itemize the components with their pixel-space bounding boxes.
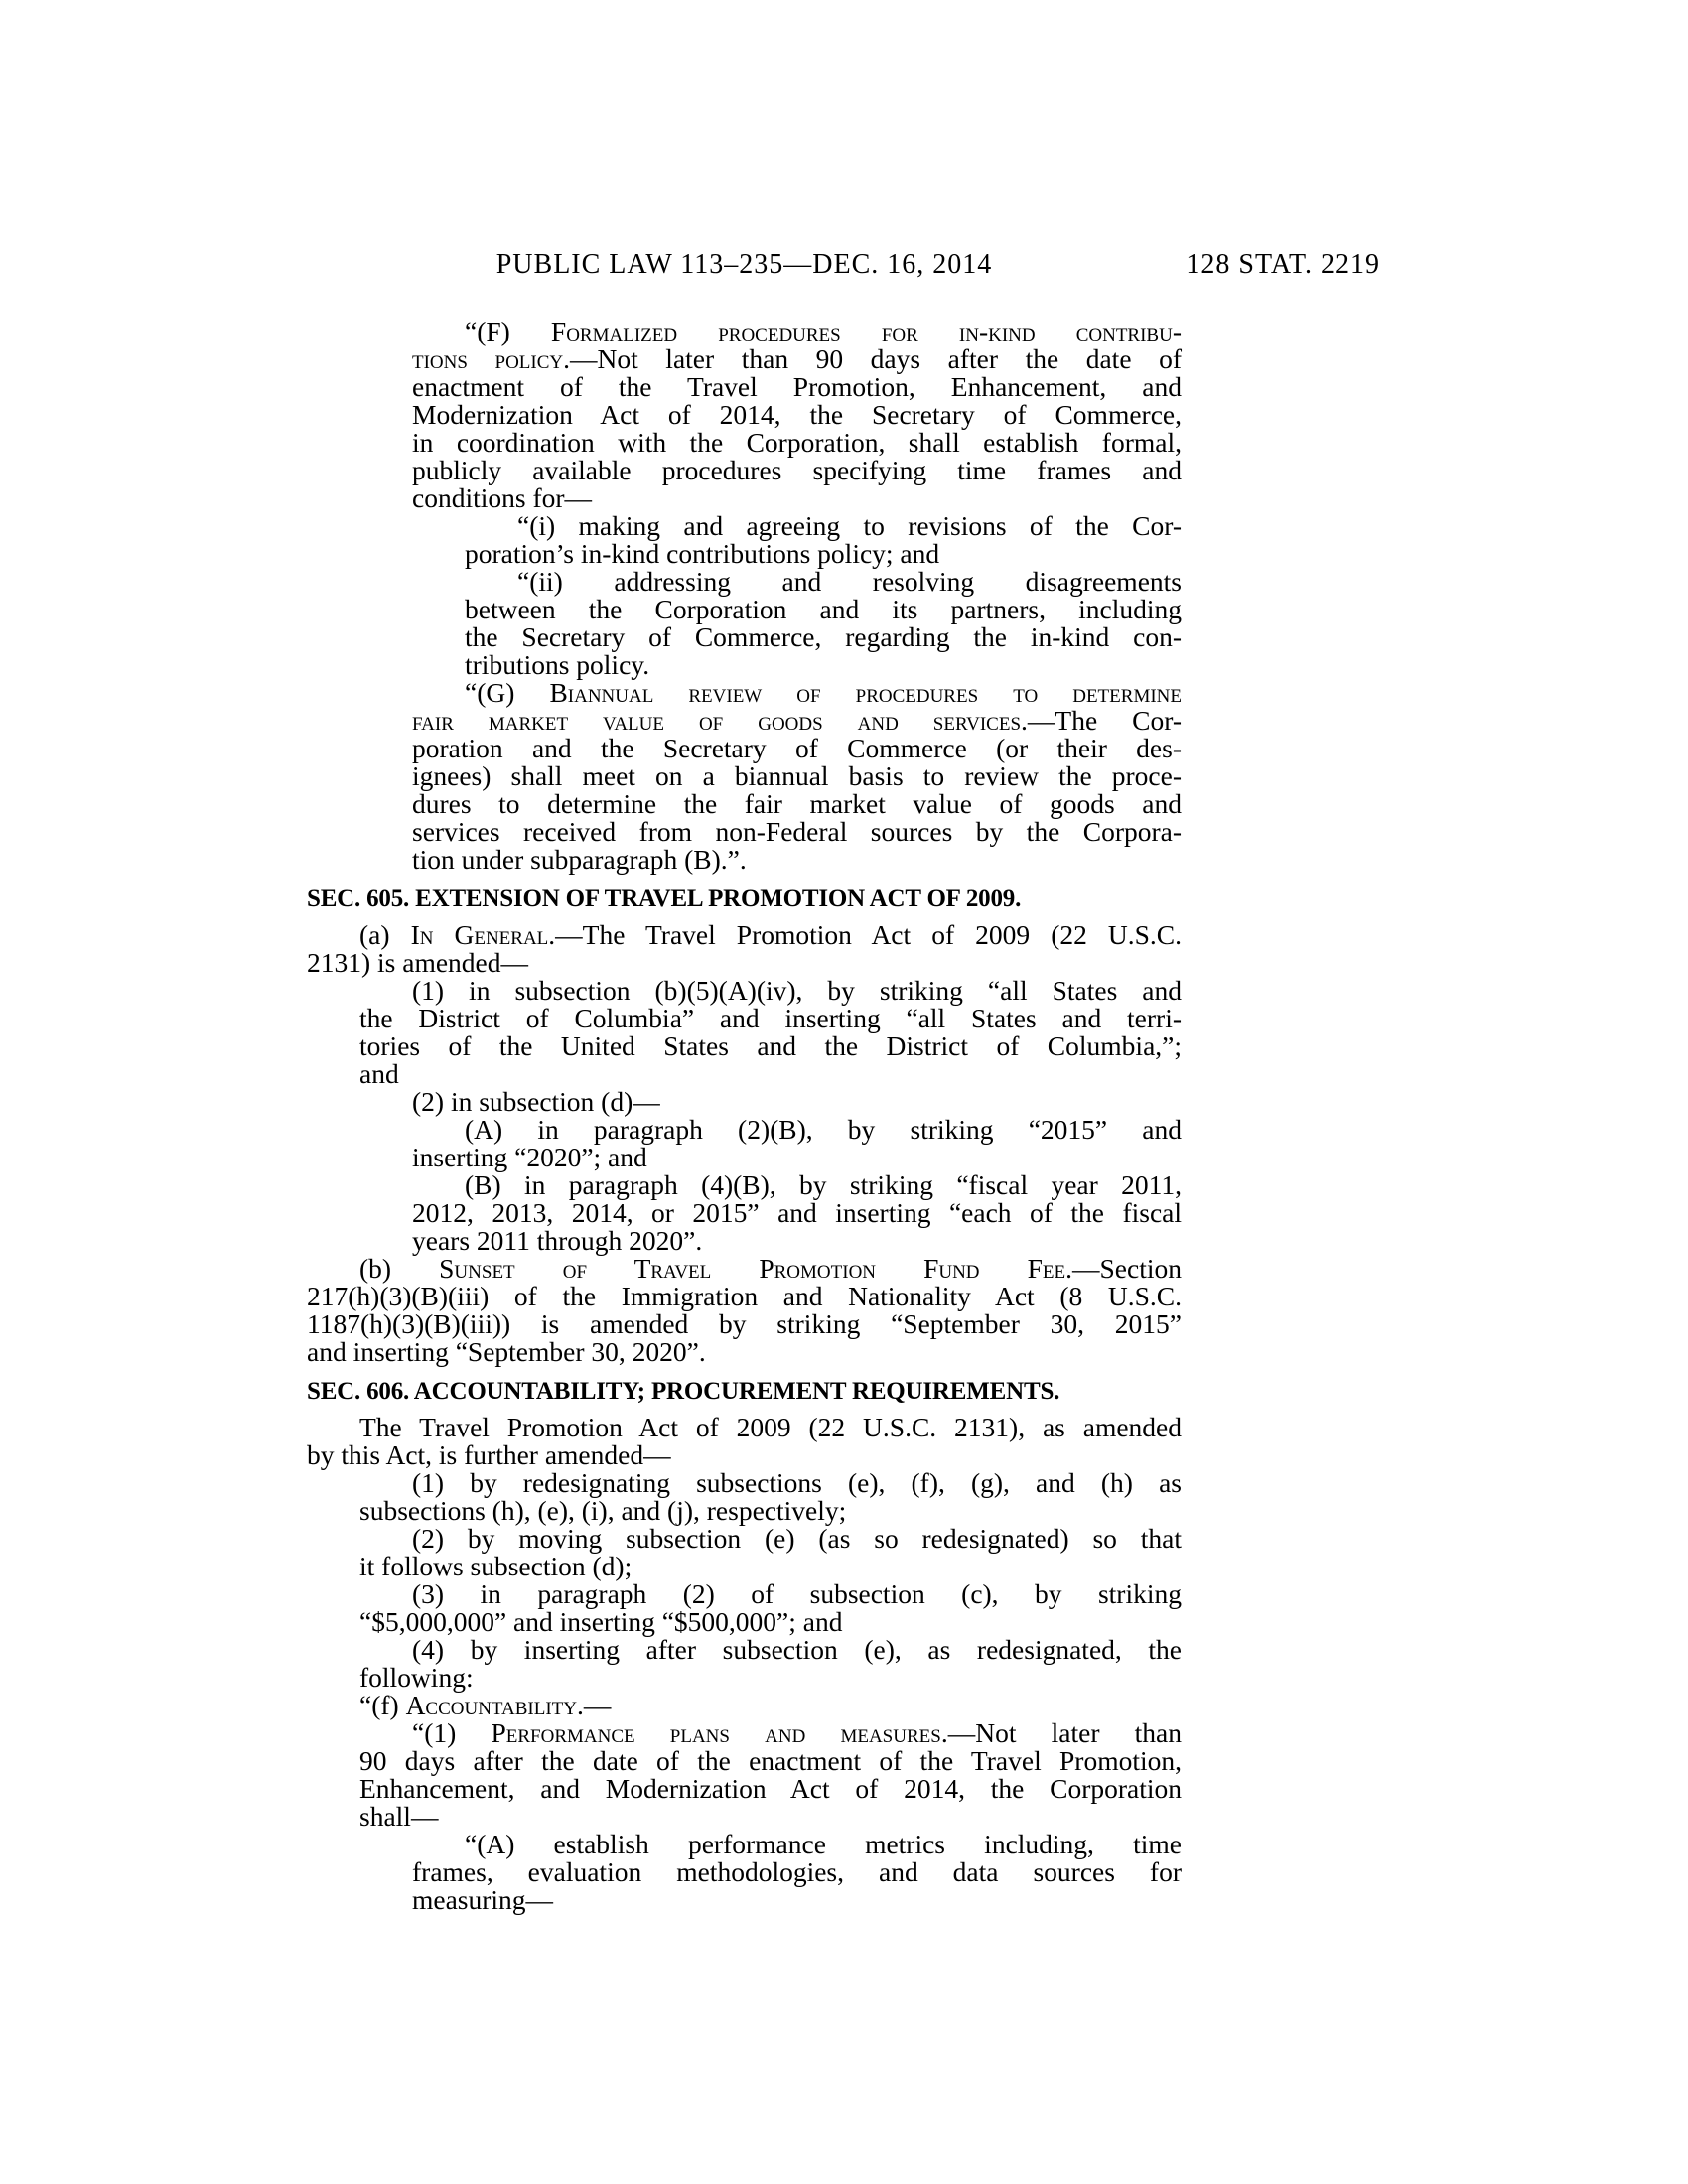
text-run: —The Cor- [1027, 705, 1182, 736]
sec606-f [307, 1692, 1182, 1719]
running-header-stat-page-number: 128 STAT. 2219 [1186, 249, 1380, 280]
text-line [307, 1469, 1182, 1497]
text-run: dures to determine the fair market value of goods and [412, 788, 1182, 819]
text-run: frames, evaluation methodologies, and data sources for [412, 1856, 1182, 1887]
small-caps-run: tions policy. [412, 343, 570, 374]
running-header-law-title: PUBLIC LAW 113–235—DEC. 16, 2014 [495, 249, 993, 280]
text-line [307, 1414, 1182, 1441]
text-line [307, 1608, 1182, 1636]
text-line [307, 484, 1182, 512]
text-line [307, 1227, 1182, 1255]
sec606-intro [307, 1414, 1182, 1469]
sec606-1 [307, 1469, 1182, 1525]
sec605-a2B [307, 1171, 1182, 1255]
small-caps-run: Performance plans and measures. [491, 1717, 948, 1748]
text-run: (3) in paragraph (2) of subsection (c), by striking [412, 1578, 1182, 1609]
sec605-a1 [307, 977, 1182, 1088]
subparagraph-F [307, 318, 1182, 512]
text-run: 90 days after the date of the enactment of the Travel Promotion, [359, 1745, 1182, 1776]
text-run: between the Corporation and its partners, including [465, 594, 1182, 624]
clause-ii [307, 568, 1182, 679]
sec605-a2 [307, 1088, 1182, 1116]
text-run: (A) in paragraph (2)(B), by striking “2015” and [465, 1114, 1182, 1145]
small-caps-run: Accountability. [405, 1690, 584, 1720]
text-run: poration’s in-kind contributions policy; and [465, 538, 940, 569]
text-run: poration and the Secretary of Commerce (or their des- [412, 733, 1182, 763]
sec605-a [307, 921, 1182, 977]
text-run: inserting “2020”; and [412, 1142, 647, 1172]
text-run: —Not later than [947, 1717, 1182, 1748]
sec606-f1A [307, 1831, 1182, 1914]
text-run: publicly available procedures specifying time frames and [412, 455, 1182, 485]
text-run: in coordination with the Corporation, shall establish formal, [412, 427, 1182, 458]
text-run: and inserting “September 30, 2020”. [307, 1336, 706, 1367]
text-line [307, 568, 1182, 596]
text-run: “(F) [465, 316, 551, 346]
text-line [307, 1283, 1182, 1310]
clause-i [307, 512, 1182, 568]
text-run: subsections (h), (e), (i), and (j), respectively; [359, 1495, 847, 1526]
text-line [307, 596, 1182, 623]
text-line [307, 1144, 1182, 1171]
text-line [307, 707, 1182, 735]
text-line [307, 1171, 1182, 1199]
text-line [307, 1553, 1182, 1580]
text-run: by this Act, is further amended— [307, 1439, 671, 1470]
text-line [307, 949, 1182, 977]
text-run: enactment of the Travel Promotion, Enhancement, and [412, 371, 1182, 402]
text-line [307, 762, 1182, 790]
text-run: years 2011 through 2020”. [412, 1225, 703, 1256]
text-run: The Travel Promotion Act of 2009 (22 U.S.C. 2131), as amended [359, 1412, 1182, 1442]
text-run: “(G) [465, 677, 550, 708]
text-run: 217(h)(3)(B)(iii) of the Immigration and Nationality Act (8 U.S.C. [307, 1281, 1182, 1311]
text-line [307, 1525, 1182, 1553]
text-run: 2012, 2013, 2014, or 2015” and inserting “each of the fiscal [412, 1197, 1182, 1228]
sec605-a2A [307, 1116, 1182, 1171]
text-line [307, 1692, 1182, 1719]
text-run: 2131) is amended— [307, 947, 529, 978]
text-line [307, 623, 1182, 651]
text-run: “(f) [359, 1690, 406, 1720]
text-line [307, 540, 1182, 568]
text-run: services received from non-Federal sources by the Corpora- [412, 816, 1182, 847]
sec605-b [307, 1255, 1182, 1366]
text-line [307, 1310, 1182, 1338]
small-caps-run: Biannual review of procedures to determine [549, 677, 1182, 708]
sec-605-heading: SEC. 605. EXTENSION OF TRAVEL PROMOTION ACT OF 2009. [307, 886, 1022, 912]
text-run: it follows subsection (d); [359, 1551, 633, 1581]
text-run: “(i) making and agreeing to revisions of the Cor- [517, 510, 1182, 541]
text-line [307, 1441, 1182, 1469]
text-line [307, 1060, 1182, 1088]
text-run: (4) by inserting after subsection (e), as redesignated, the [412, 1634, 1182, 1665]
text-run: “$5,000,000” and inserting “$500,000”; and [359, 1606, 843, 1637]
text-line [307, 429, 1182, 457]
text-run: (b) [359, 1253, 440, 1284]
text-line [307, 1664, 1182, 1692]
text-run: “(1) [412, 1717, 492, 1748]
sec606-3 [307, 1580, 1182, 1636]
text-line [307, 846, 1182, 874]
small-caps-run: Formalized procedures for in-kind contribu- [550, 316, 1182, 346]
text-line [307, 651, 1182, 679]
text-line [307, 1338, 1182, 1366]
text-run: conditions for— [412, 482, 593, 513]
text-line [307, 818, 1182, 846]
small-caps-run: In General. [410, 919, 556, 950]
text-run: 1187(h)(3)(B)(iii)) is amended by striking “September 30, 2015” [307, 1308, 1182, 1339]
text-line [307, 345, 1182, 373]
text-line [307, 1831, 1182, 1858]
text-run: “(A) establish performance metrics including, time [465, 1829, 1182, 1859]
text-line [307, 921, 1182, 949]
text-run: —The Travel Promotion Act of 2009 (22 U.S.C. [555, 919, 1183, 950]
small-caps-run: fair market value of goods and services. [412, 705, 1028, 736]
text-run: (1) by redesignating subsections (e), (f), (g), and (h) as [412, 1467, 1182, 1498]
sec-606-heading: SEC. 606. ACCOUNTABILITY; PROCUREMENT REQUIREMENTS. [307, 1378, 1060, 1405]
text-run: measuring— [412, 1884, 554, 1915]
text-run: following: [359, 1662, 474, 1693]
text-run: ignees) shall meet on a biannual basis to review the proce- [412, 760, 1182, 791]
text-run: —Section [1071, 1253, 1182, 1284]
text-run: the District of Columbia” and inserting “all States and terri- [359, 1003, 1182, 1033]
text-line [307, 1199, 1182, 1227]
text-line [307, 1255, 1182, 1283]
text-line [307, 1747, 1182, 1775]
sec606-2 [307, 1525, 1182, 1580]
text-line [307, 1886, 1182, 1914]
small-caps-run: Sunset of Travel Promotion Fund Fee. [439, 1253, 1072, 1284]
sec606-f1 [307, 1719, 1182, 1831]
text-run: “(ii) addressing and resolving disagreements [517, 566, 1182, 597]
text-line [307, 1636, 1182, 1664]
text-run: tion under subparagraph (B).”. [412, 844, 747, 875]
text-line [307, 1088, 1182, 1116]
text-line [307, 1580, 1182, 1608]
subparagraph-G [307, 679, 1182, 874]
sec606-4 [307, 1636, 1182, 1692]
text-run: tories of the United States and the District of Columbia,”; [359, 1030, 1182, 1061]
text-line [307, 512, 1182, 540]
text-run: (a) [359, 919, 411, 950]
text-line [307, 1497, 1182, 1525]
text-line [307, 679, 1182, 707]
text-line [307, 1032, 1182, 1060]
text-line [307, 1116, 1182, 1144]
text-line [307, 401, 1182, 429]
text-line [307, 1858, 1182, 1886]
text-line [307, 1719, 1182, 1747]
text-run: (2) by moving subsection (e) (as so redesignated) so that [412, 1523, 1182, 1554]
text-line [307, 318, 1182, 345]
text-block [307, 318, 1182, 1914]
text-run: Modernization Act of 2014, the Secretary of Commerce, [412, 399, 1182, 430]
text-run: Enhancement, and Modernization Act of 2014, the Corporation [359, 1773, 1182, 1804]
text-run: — [583, 1690, 612, 1720]
text-line [307, 790, 1182, 818]
text-run: (2) in subsection (d)— [412, 1086, 660, 1117]
text-run: —Not later than 90 days after the date of [570, 343, 1182, 374]
text-line [307, 977, 1182, 1005]
text-line [307, 1803, 1182, 1831]
text-line [307, 457, 1182, 484]
text-run: tributions policy. [465, 649, 650, 680]
text-line [307, 1005, 1182, 1032]
text-line [307, 373, 1182, 401]
text-run: (B) in paragraph (4)(B), by striking “fiscal year 2011, [465, 1169, 1182, 1200]
text-line [307, 1775, 1182, 1803]
text-line [307, 735, 1182, 762]
text-run: the Secretary of Commerce, regarding the in-kind con- [465, 621, 1182, 652]
text-run: (1) in subsection (b)(5)(A)(iv), by striking “all States and [412, 975, 1182, 1006]
text-run: shall— [359, 1801, 439, 1832]
text-run: and [359, 1058, 399, 1089]
